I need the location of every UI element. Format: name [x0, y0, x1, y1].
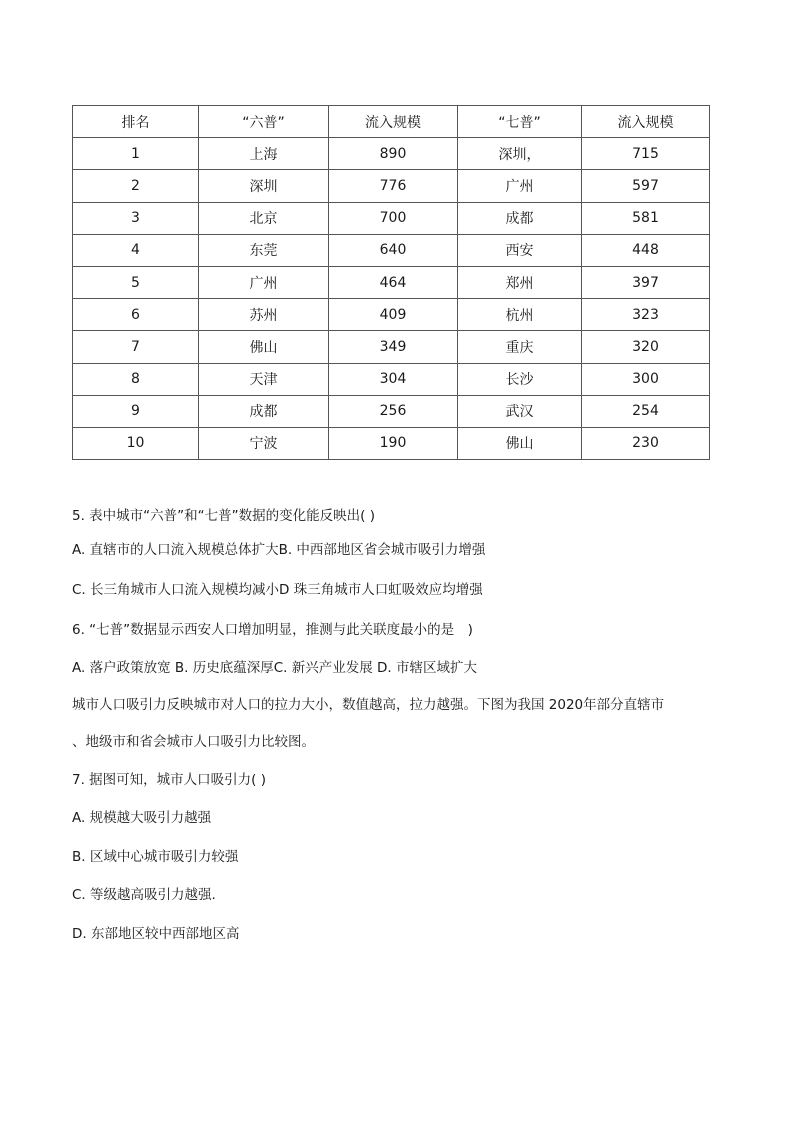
cell-inflow-6: 640: [329, 234, 458, 266]
q5-stem: 5. 表中城市“六普”和“七普”数据的变化能反映出( ): [72, 508, 375, 524]
cell-city-6: 宁波: [199, 427, 329, 459]
table-row: [73, 395, 710, 427]
header-seventh-census: “七普”: [458, 106, 582, 138]
cell-inflow-6: 304: [329, 363, 458, 395]
q7-option-b: B. 区域中心城市吸引力较强: [72, 849, 239, 865]
q6-stem: 6. “七普”数据显示西安人口增加明显，推测与此关联度最小的是 ): [72, 622, 473, 638]
intro-line-2: 、地级市和省会城市人口吸引力比较图。: [72, 734, 315, 750]
cell-rank: 1: [73, 138, 199, 170]
q7-stem: 7. 据图可知，城市人口吸引力( ): [72, 772, 266, 788]
migration-table: [72, 105, 710, 460]
cell-inflow-7: 397: [582, 266, 710, 298]
cell-inflow-7: 300: [582, 363, 710, 395]
cell-city-6: 苏州: [199, 299, 329, 331]
table-header-row: [73, 106, 710, 138]
table-row: [73, 363, 710, 395]
cell-city-6: 深圳: [199, 170, 329, 202]
cell-rank: 10: [73, 427, 199, 459]
table-row: [73, 234, 710, 266]
cell-rank: 3: [73, 202, 199, 234]
cell-inflow-6: 349: [329, 331, 458, 363]
header-sixth-census: “六普”: [199, 106, 329, 138]
table-row: [73, 331, 710, 363]
table-row: [73, 202, 710, 234]
table-row: [73, 299, 710, 331]
cell-city-7: 广州: [458, 170, 582, 202]
cell-inflow-7: 597: [582, 170, 710, 202]
cell-city-7: 杭州: [458, 299, 582, 331]
cell-inflow-6: 409: [329, 299, 458, 331]
table-row: [73, 427, 710, 459]
cell-rank: 4: [73, 234, 199, 266]
q7-option-a: A. 规模越大吸引力越强: [72, 810, 212, 826]
intro-line-1: 城市人口吸引力反映城市对人口的拉力大小，数值越高，拉力越强。下图为我国 2020年部分直辖市: [72, 697, 665, 713]
cell-inflow-6: 890: [329, 138, 458, 170]
cell-city-7: 成都: [458, 202, 582, 234]
cell-city-6: 北京: [199, 202, 329, 234]
header-rank: 排名: [73, 106, 199, 138]
cell-city-7: 西安: [458, 234, 582, 266]
cell-city-6: 天津: [199, 363, 329, 395]
cell-inflow-6: 776: [329, 170, 458, 202]
cell-rank: 8: [73, 363, 199, 395]
cell-city-6: 佛山: [199, 331, 329, 363]
cell-inflow-7: 581: [582, 202, 710, 234]
q7-option-d: D. 东部地区较中西部地区高: [72, 926, 240, 942]
cell-city-7: 佛山: [458, 427, 582, 459]
cell-inflow-7: 448: [582, 234, 710, 266]
cell-rank: 9: [73, 395, 199, 427]
q7-option-c: C. 等级越高吸引力越强.: [72, 887, 216, 903]
cell-city-7: 长沙: [458, 363, 582, 395]
cell-inflow-6: 190: [329, 427, 458, 459]
table-row: [73, 266, 710, 298]
cell-inflow-7: 254: [582, 395, 710, 427]
header-inflow-6: 流入规模: [329, 106, 458, 138]
cell-city-7: 重庆: [458, 331, 582, 363]
cell-city-7: 郑州: [458, 266, 582, 298]
cell-rank: 7: [73, 331, 199, 363]
q5-options-cd: C. 长三角城市人口流入规模均减小D 珠三角城市人口虹吸效应均增强: [72, 582, 483, 598]
cell-inflow-6: 700: [329, 202, 458, 234]
cell-city-6: 东莞: [199, 234, 329, 266]
header-inflow-7: 流入规模: [582, 106, 710, 138]
cell-rank: 2: [73, 170, 199, 202]
table-row: [73, 138, 710, 170]
table-row: [73, 170, 710, 202]
cell-inflow-7: 323: [582, 299, 710, 331]
cell-inflow-6: 464: [329, 266, 458, 298]
cell-city-7: 武汉: [458, 395, 582, 427]
cell-city-6: 成都: [199, 395, 329, 427]
cell-city-7: 深圳，: [458, 138, 582, 170]
cell-inflow-7: 230: [582, 427, 710, 459]
cell-rank: 6: [73, 299, 199, 331]
q6-options: A. 落户政策放宽 B. 历史底蕴深厚C. 新兴产业发展 D. 市辖区域扩大: [72, 660, 477, 676]
cell-city-6: 上海: [199, 138, 329, 170]
q5-options-ab: A. 直辖市的人口流入规模总体扩大B. 中西部地区省会城市吸引力增强: [72, 542, 486, 558]
cell-inflow-7: 715: [582, 138, 710, 170]
cell-rank: 5: [73, 266, 199, 298]
cell-city-6: 广州: [199, 266, 329, 298]
cell-inflow-7: 320: [582, 331, 710, 363]
cell-inflow-6: 256: [329, 395, 458, 427]
